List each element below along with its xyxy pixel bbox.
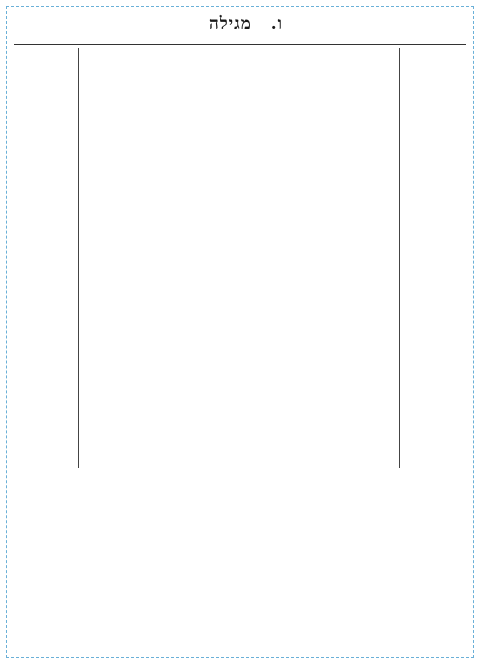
right-margin-column	[402, 48, 464, 468]
column-divider	[399, 48, 400, 468]
tractate-name: מגילה	[208, 14, 252, 34]
gemara-column	[174, 48, 306, 468]
page-header	[14, 14, 466, 42]
page-title	[84, 14, 396, 34]
left-margin-column	[16, 48, 74, 648]
bottom-right-margin	[402, 474, 464, 650]
daf-number: ו.	[270, 14, 284, 34]
tosafot-column	[82, 48, 170, 468]
bottom-text-block	[80, 474, 396, 650]
header-divider	[14, 44, 466, 45]
rashi-column	[310, 48, 396, 468]
column-divider	[78, 48, 79, 468]
